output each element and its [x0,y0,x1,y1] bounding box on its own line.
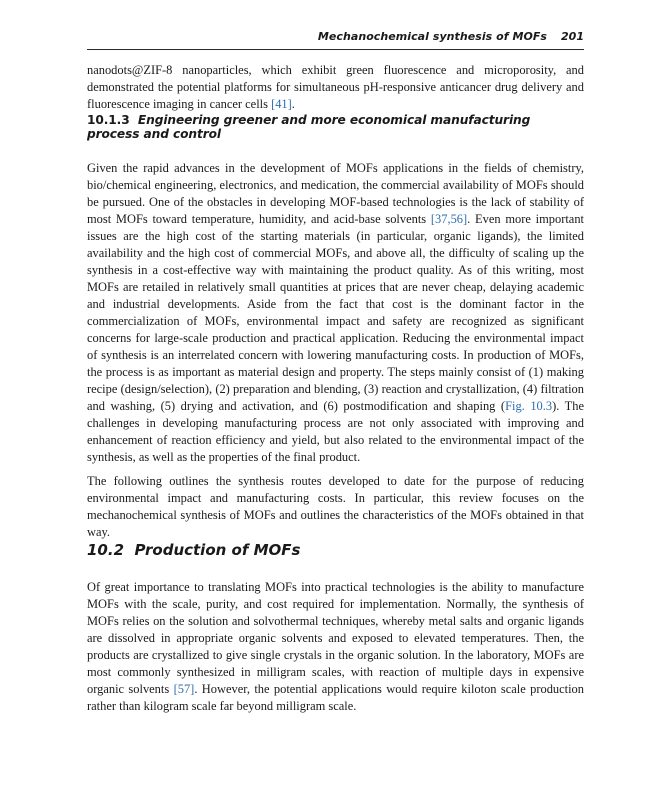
page-number: 201 [561,30,584,43]
paragraph-outline: The following outlines the synthesis routes developed to date for the purpose of reducing environmental impact and manufacturing costs. In particular, this review focuses on the mechanochemical synthesis of MOFs and outlines the characteristics of the MOFs obtained in that way. [87,474,584,539]
paragraph-text: Given the rapid advances in the development of MOFs applications in the fields of chemistry, bio/chemical engineering, electronics, and medication, the commercial availability of MOFs should be pursued. One of the obstacles in developing MOF-based technologies is the lack of stability of most MOFs toward temperature, humidity, and acid-base solvents [87,161,584,226]
section-heading-10-2 [87,541,584,559]
running-head [87,30,584,50]
paragraph-intro-continued [87,62,584,113]
section-title: Engineering greener and more economical manufacturing process and control [87,113,531,141]
paragraph-text: . However, the potential applications would require kiloton scale production rather than kilogram scale far beyond milligram scale. [87,682,584,713]
paragraph-production [87,579,584,715]
citation-link[interactable]: [57] [173,682,195,696]
section-number: 10.2 [87,541,125,559]
paragraph-text: Of great importance to translating MOFs into practical technologies is the ability to manufacture MOFs with the scale, purity, and cost required for implementation. Normally, the synthesis of MOFs relies on the solution and solvothermal techniques, whereby metal salts and organic ligands are dissolved in appropriate organic solvents and exposed to elevated temperatures. Then, the products are crystallized to give single crystals in the organic solution. In the laboratory, MOFs are most commonly synthesized in milligram scales, with reaction of multiple days in expensive organic solvents [87,580,584,696]
running-head-title: Mechanochemical synthesis of MOFs [317,30,548,43]
section-number: 10.1.3 [87,113,130,127]
section-heading-10-1-3 [87,113,584,141]
paragraph-text: ). The challenges in developing manufacturing process are not only associated with improving and enhancement of reaction efficiency and yield, but also related to the environmental impact of the synthesis, as well as the properties of the final product. [87,399,584,464]
section-title: Production of MOFs [134,541,301,559]
book-page [87,30,584,770]
paragraph-manufacturing [87,160,584,466]
paragraph-text: . [291,97,295,111]
citation-link[interactable]: [37,56] [430,212,468,226]
paragraph-text: . Even more important issues are the high cost of the starting materials (in particular, organic ligands), the limited availability and the high cost of commercial MOFs, and above all, the difficulty of scaling up the synthesis in a cost-effective way with maintaining the product quality. As of this writing, most MOFs are retailed in relatively small quantities at prices that are never cheap, delaying academic and industrial developments. Aside from the fact that cost is the dominant factor in the commercialization of MOFs, environmental impact and safety are recognized as significant concerns for large-scale production and practical application. Reducing the environmental impact of synthesis is an interrelated concern with lowering manufacturing costs. In production of MOFs, the process is as important as material design and property. The steps mainly consist of (1) making recipe (design/selection), (2) preparation and blending, (3) reaction and crystallization, (4) filtration and washing, (5) drying and activation, and (6) postmodification and shaping ( [87,212,584,413]
citation-link[interactable]: [41] [271,97,292,111]
figure-link[interactable]: Fig. 10.3 [505,399,553,413]
paragraph-text: nanodots@ZIF-8 nanoparticles, which exhibit green fluorescence and microporosity, and demonstrated the potential platforms for simultaneous pH-responsive anticancer drug delivery and fluorescence imaging in cancer cells [87,63,584,111]
